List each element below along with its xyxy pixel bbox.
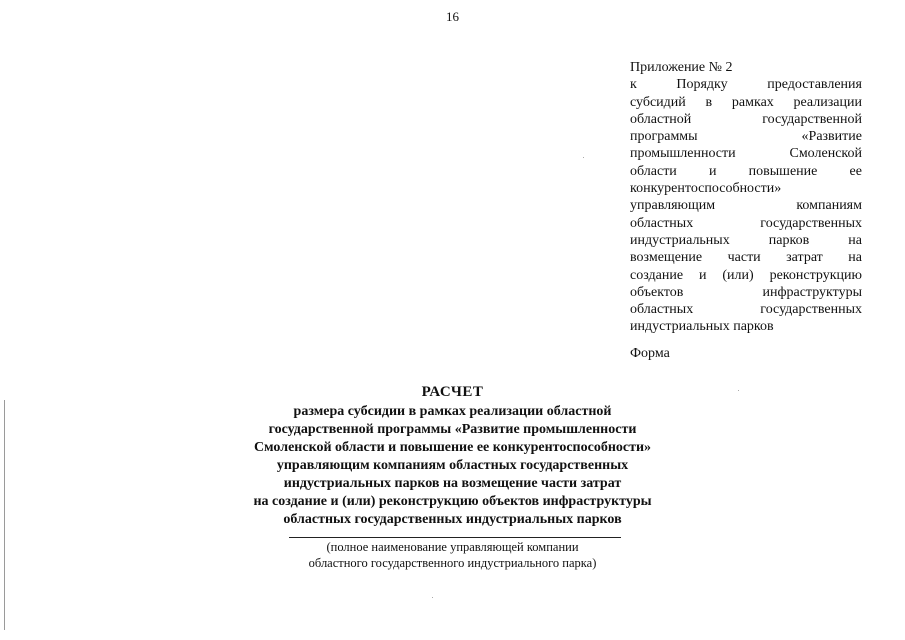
appendix-word: в bbox=[705, 94, 713, 110]
appendix-word: (или) bbox=[722, 267, 754, 283]
appendix-word: на bbox=[848, 232, 862, 248]
appendix-word: реализации bbox=[793, 94, 862, 110]
appendix-word: области bbox=[630, 163, 677, 179]
appendix-word: повышение bbox=[748, 163, 818, 179]
appendix-line bbox=[630, 180, 862, 197]
calculation-heading: РАСЧЕТ bbox=[421, 384, 484, 400]
subtitle-line: областных государственных индустриальных парков bbox=[283, 512, 622, 527]
form-label: Форма bbox=[630, 346, 670, 361]
appendix-line bbox=[630, 76, 862, 93]
appendix-word: «Развитие bbox=[801, 129, 862, 145]
appendix-line bbox=[630, 301, 862, 318]
appendix-word: промышленности bbox=[630, 146, 736, 162]
subtitle-line: управляющим компаниям областных государственных bbox=[276, 458, 629, 473]
appendix-word: индустриальных bbox=[630, 232, 730, 248]
appendix-line bbox=[630, 163, 862, 180]
scan-speck bbox=[738, 390, 739, 391]
scan-speck bbox=[432, 597, 433, 598]
appendix-title: Приложение № 2 bbox=[630, 60, 733, 75]
appendix-line bbox=[630, 267, 862, 284]
appendix-word: реконструкцию bbox=[769, 267, 862, 283]
appendix-word: государственных bbox=[760, 215, 862, 231]
scan-speck bbox=[583, 157, 584, 158]
appendix-word: программы bbox=[630, 129, 698, 145]
appendix-word: областных bbox=[630, 302, 694, 318]
appendix-word: областных bbox=[630, 215, 694, 231]
appendix-word: государственных bbox=[760, 302, 862, 318]
appendix-word: индустриальных парков bbox=[630, 319, 774, 335]
subtitle-line: размера субсидии в рамках реализации областной bbox=[293, 404, 612, 419]
appendix-word: государственной bbox=[762, 111, 862, 127]
subtitle-line: индустриальных парков на возмещение части затрат bbox=[283, 476, 622, 491]
appendix-word: субсидий bbox=[630, 94, 686, 110]
appendix-line bbox=[630, 197, 862, 214]
appendix-line bbox=[630, 232, 862, 249]
appendix-word: парков bbox=[768, 232, 810, 248]
caption-line: (полное наименование управляющей компании bbox=[326, 540, 579, 554]
appendix-word: предоставления bbox=[767, 77, 862, 93]
appendix-word: затрат bbox=[786, 250, 823, 266]
company-name-caption bbox=[0, 539, 905, 571]
appendix-word: ее bbox=[849, 163, 862, 179]
appendix-word: Смоленской bbox=[789, 146, 862, 162]
appendix-word: возмещение bbox=[630, 250, 703, 266]
appendix-word: компаниям bbox=[796, 198, 862, 214]
appendix-line bbox=[630, 128, 862, 145]
appendix-word: создание bbox=[630, 267, 684, 283]
appendix-line bbox=[630, 145, 862, 162]
appendix-word: объектов bbox=[630, 284, 684, 300]
page-number: 16 bbox=[446, 9, 459, 24]
appendix-line bbox=[630, 215, 862, 232]
appendix-word: на bbox=[848, 250, 862, 266]
company-name-field-line bbox=[289, 537, 621, 538]
appendix-line bbox=[630, 284, 862, 301]
appendix-word: областной bbox=[630, 111, 692, 127]
appendix-word: части bbox=[727, 250, 761, 266]
appendix-line bbox=[630, 318, 862, 335]
subtitle-line: Смоленской области и повышение ее конкурентоспособности» bbox=[253, 440, 652, 455]
appendix-word: и bbox=[698, 267, 707, 283]
appendix-word: управляющим bbox=[630, 198, 716, 214]
subtitle-line: государственной программы «Развитие промышленности bbox=[268, 422, 637, 437]
appendix-line bbox=[630, 111, 862, 128]
appendix-word: рамках bbox=[731, 94, 774, 110]
appendix-word: инфраструктуры bbox=[762, 284, 862, 300]
appendix-word: конкурентоспособности» bbox=[630, 181, 782, 197]
subtitle-line: на создание и (или) реконструкцию объектов инфраструктуры bbox=[253, 494, 652, 509]
scan-edge-mark bbox=[4, 400, 5, 630]
appendix-word: к bbox=[630, 77, 637, 93]
appendix-word: и bbox=[708, 163, 717, 179]
appendix-block bbox=[630, 59, 862, 336]
calculation-subtitle bbox=[0, 403, 905, 529]
appendix-text bbox=[630, 76, 862, 335]
appendix-word: Порядку bbox=[676, 77, 728, 93]
appendix-line bbox=[630, 249, 862, 266]
appendix-line bbox=[630, 94, 862, 111]
caption-line: областного государственного индустриального парка) bbox=[308, 556, 597, 570]
